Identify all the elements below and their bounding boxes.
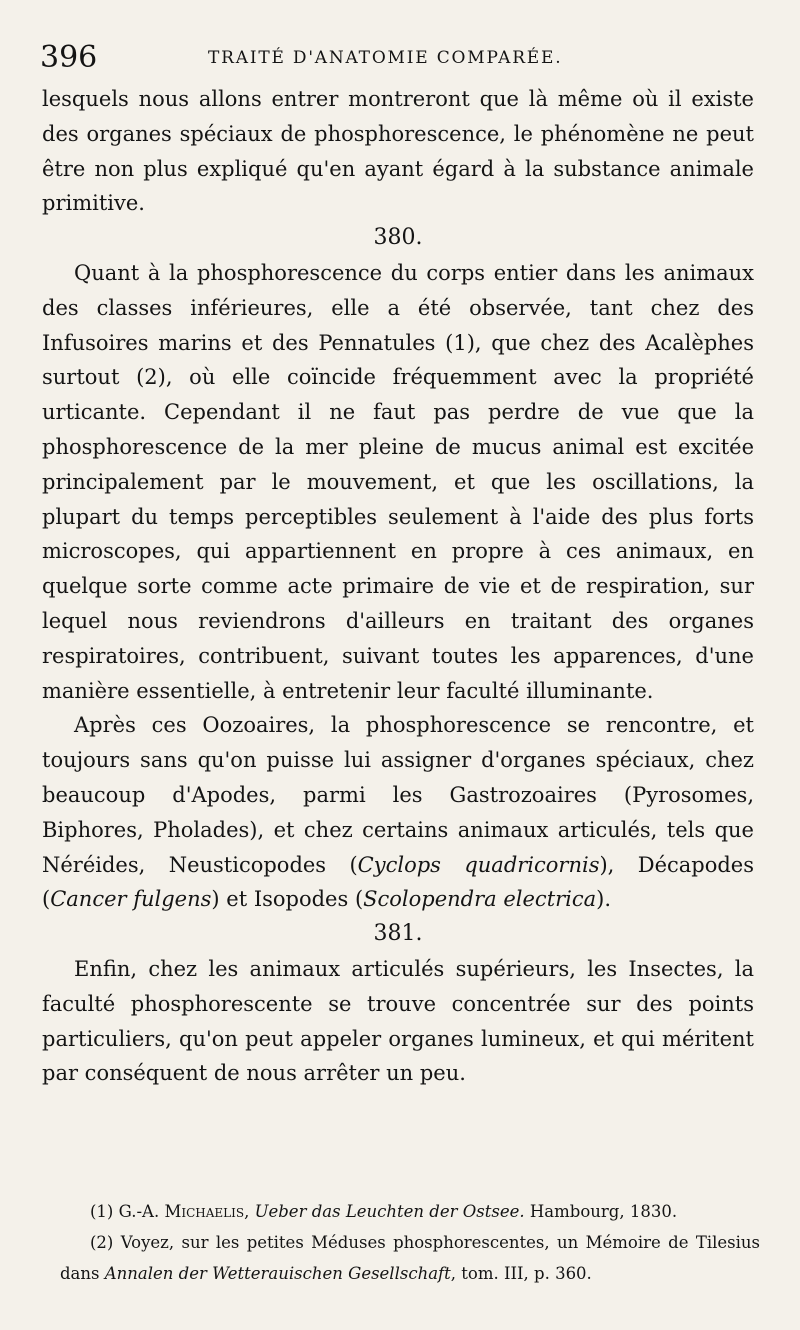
footnote-1 (60, 1196, 760, 1227)
section-number-381: 381. (373, 921, 423, 947)
section-number-380: 380. (373, 225, 423, 251)
footnote-1-title: Ueber das Leuchten der Ostsee. (254, 1202, 525, 1221)
page-header (40, 38, 600, 78)
footnote-2 (60, 1227, 760, 1289)
running-title: TRAITÉ D'ANATOMIE COMPARÉE. (208, 48, 563, 68)
paragraph-oozoaires (42, 708, 754, 917)
footnote-2-text-1: Voyez, sur les petites Méduses phosphorescentes, un Mémoire de Tilesius dans (60, 1233, 761, 1283)
carry-over-paragraph: lesquels nous allons entrer montreront que là même où il existe des organes spéciaux de phosphorescence, le phénomène ne peut être non plus expliqué qu'en ayant égard à la substance animale primitive. (42, 87, 754, 216)
page-number: 396 (40, 40, 98, 75)
oozoaires-text-1: Après ces Oozoaires, la phosphorescence se rencontre, et toujours sans qu'on puisse lui assigner d'organes spéciaux, chez beaucoup d'Apodes, parmi les Gastrozoaires (Pyrosomes, Biphores, Pholades), et chez certains animaux articulés, tels que Néréides, Neusticopodes ( (42, 713, 754, 877)
paragraph-381: Enfin, chez les animaux articulés supérieurs, les Insectes, la faculté phosphorescente se trouve concentrée sur des points particuliers, qu'on peut appeler organes lumineux, et qui méritent par conséquent de nous arrêter un peu. (42, 956, 754, 1086)
footnotes (60, 1196, 760, 1289)
footnote-2-journal: Annalen der Wetterauischen Gesellschaft (104, 1264, 451, 1283)
footnote-1-author: G.-A. Michaelis, (118, 1202, 250, 1221)
species-scolopendra: Scolopendra electrica (363, 887, 597, 912)
footnote-1-rest: Hambourg, 1830. (529, 1202, 678, 1221)
oozoaires-text-2: ), Décapodes ( (42, 852, 755, 912)
oozoaires-text-4: ). (596, 887, 612, 912)
oozoaires-text-3: ) et Isopodes ( (211, 887, 364, 912)
paragraph-380: Quant à la phosphorescence du corps entier dans les animaux des classes inférieures, elle a été observée, tant chez des Infusoires marins et des Pennatules (1), que chez des Acalèphes surtout (2), où elle coïncide fréquemment avec la propriété urticante. Cependant il ne faut pas perdre de vue que la phosphorescence de la mer pleine de mucus animal est excitée principalement par le mouvement, et que les oscillations, la plupart du temps perceptibles seulement à l'aide des plus forts microscopes, qui appartiennent en propre à ces animaux, en quelque sorte comme acte primaire de vie et de respiration, sur lequel nous reviendrons d'ailleurs en traitant des organes respiratoires, contribuent, suivant toutes les apparences, d'une manière essentielle, à entretenir leur faculté illuminante. (42, 260, 754, 703)
footnote-2-marker: (2) (90, 1233, 114, 1252)
species-cancer: Cancer fulgens (50, 887, 212, 912)
footnote-2-text-2: , tom. III, p. 360. (450, 1264, 592, 1283)
species-cyclops: Cyclops quadricornis (357, 852, 600, 877)
footnote-1-marker: (1) (90, 1202, 114, 1221)
main-text (42, 82, 754, 1091)
